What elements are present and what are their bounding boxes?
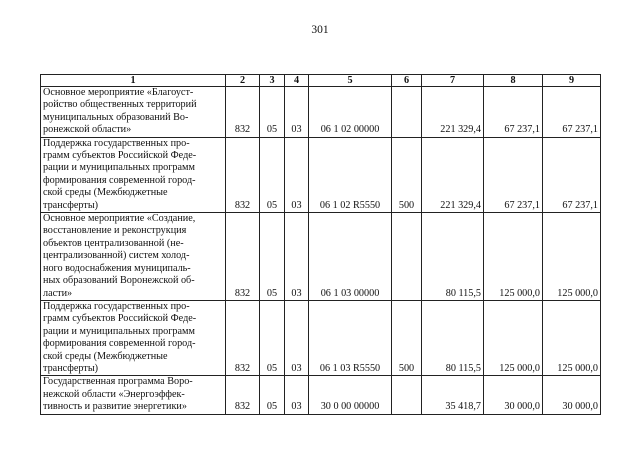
row-name-cell — [41, 376, 226, 414]
amount-col7-cell: 221 329,4 — [422, 87, 484, 138]
row-name-line: ройство общественных территорий — [43, 99, 197, 111]
amount-col8-cell: 125 000,0 — [484, 213, 543, 301]
budget-table — [40, 74, 601, 415]
ministry-code-cell: 832 — [226, 87, 260, 138]
section-code-cell: 05 — [260, 213, 285, 301]
row-name-cell — [41, 87, 226, 138]
row-name-line: грамм субъектов Российской Феде- — [43, 150, 197, 162]
amount-col9-cell: 125 000,0 — [543, 213, 601, 301]
row-name-line: ного водоснабжения муниципаль- — [43, 262, 191, 274]
section-code-cell: 05 — [260, 137, 285, 212]
header-col-7: 7 — [422, 75, 484, 87]
section-code-cell: 05 — [260, 300, 285, 375]
row-name-line: формирования современной город- — [43, 338, 196, 350]
amount-col8-cell: 67 237,1 — [484, 87, 543, 138]
expense-type-cell — [392, 213, 422, 301]
row-name-line: тивность и развитие энергетики» — [43, 401, 187, 413]
target-article-cell: 06 1 03 R5550 — [309, 300, 392, 375]
row-name-line: рации и муниципальных программ — [43, 162, 195, 174]
expense-type-cell — [392, 87, 422, 138]
row-name-line: нежской области «Энергоэффек- — [43, 388, 185, 400]
target-article-cell: 06 1 02 00000 — [309, 87, 392, 138]
subsection-code-cell: 03 — [285, 300, 309, 375]
row-name-line: формирования современной город- — [43, 174, 196, 186]
row-name-line: Государственная программа Воро- — [43, 376, 193, 388]
ministry-code-cell: 832 — [226, 376, 260, 414]
row-name-line: централизованной) систем холод- — [43, 250, 190, 262]
ministry-code-cell: 832 — [226, 213, 260, 301]
amount-col8-cell: 30 000,0 — [484, 376, 543, 414]
expense-type-cell: 500 — [392, 137, 422, 212]
header-col-3: 3 — [260, 75, 285, 87]
amount-col8-cell: 67 237,1 — [484, 137, 543, 212]
table-row — [41, 137, 601, 212]
header-col-2: 2 — [226, 75, 260, 87]
header-col-9: 9 — [543, 75, 601, 87]
table-row — [41, 300, 601, 375]
row-name-line: ных образований Воронежской об- — [43, 275, 195, 287]
row-name-line: Основное мероприятие «Создание, — [43, 213, 196, 225]
row-name-line: ронежской области» — [43, 124, 132, 136]
table-row — [41, 213, 601, 301]
header-col-8: 8 — [484, 75, 543, 87]
amount-col7-cell: 221 329,4 — [422, 137, 484, 212]
page-number: 301 — [311, 24, 329, 36]
expense-type-cell: 500 — [392, 300, 422, 375]
target-article-cell: 06 1 03 00000 — [309, 213, 392, 301]
row-name-cell — [41, 213, 226, 301]
row-name-line: восстановление и реконструкция — [43, 225, 187, 237]
row-name-cell — [41, 300, 226, 375]
row-name-line: ской среды (Межбюджетные — [43, 350, 168, 362]
subsection-code-cell: 03 — [285, 87, 309, 138]
subsection-code-cell: 03 — [285, 213, 309, 301]
header-row — [41, 75, 601, 87]
amount-col7-cell: 80 115,5 — [422, 213, 484, 301]
row-name-cell — [41, 137, 226, 212]
header-col-1: 1 — [41, 75, 226, 87]
header-col-5: 5 — [309, 75, 392, 87]
row-name-line: ской среды (Межбюджетные — [43, 187, 168, 199]
row-name-line: муниципальных образований Во- — [43, 111, 189, 123]
table-row — [41, 87, 601, 138]
section-code-cell: 05 — [260, 87, 285, 138]
amount-col7-cell: 80 115,5 — [422, 300, 484, 375]
subsection-code-cell: 03 — [285, 376, 309, 414]
row-name-line: Основное мероприятие «Благоуст- — [43, 87, 194, 98]
row-name-line: Поддержка государственных про- — [43, 137, 190, 149]
target-article-cell: 30 0 00 00000 — [309, 376, 392, 414]
row-name-line: объектов централизованной (не- — [43, 237, 184, 249]
row-name-line: грамм субъектов Российской Феде- — [43, 313, 197, 325]
row-name-line: рации и муниципальных программ — [43, 325, 195, 337]
expense-type-cell — [392, 376, 422, 414]
header-col-4: 4 — [285, 75, 309, 87]
amount-col9-cell: 30 000,0 — [543, 376, 601, 414]
section-code-cell: 05 — [260, 376, 285, 414]
amount-col9-cell: 67 237,1 — [543, 137, 601, 212]
ministry-code-cell: 832 — [226, 137, 260, 212]
target-article-cell: 06 1 02 R5550 — [309, 137, 392, 212]
subsection-code-cell: 03 — [285, 137, 309, 212]
amount-col9-cell: 125 000,0 — [543, 300, 601, 375]
amount-col7-cell: 35 418,7 — [422, 376, 484, 414]
amount-col8-cell: 125 000,0 — [484, 300, 543, 375]
header-col-6: 6 — [392, 75, 422, 87]
row-name-line: Поддержка государственных про- — [43, 300, 190, 312]
row-name-line: ласти» — [43, 287, 73, 299]
ministry-code-cell: 832 — [226, 300, 260, 375]
table-row — [41, 376, 601, 414]
row-name-line: трансферты) — [43, 362, 99, 374]
row-name-line: трансферты) — [43, 199, 99, 211]
amount-col9-cell: 67 237,1 — [543, 87, 601, 138]
